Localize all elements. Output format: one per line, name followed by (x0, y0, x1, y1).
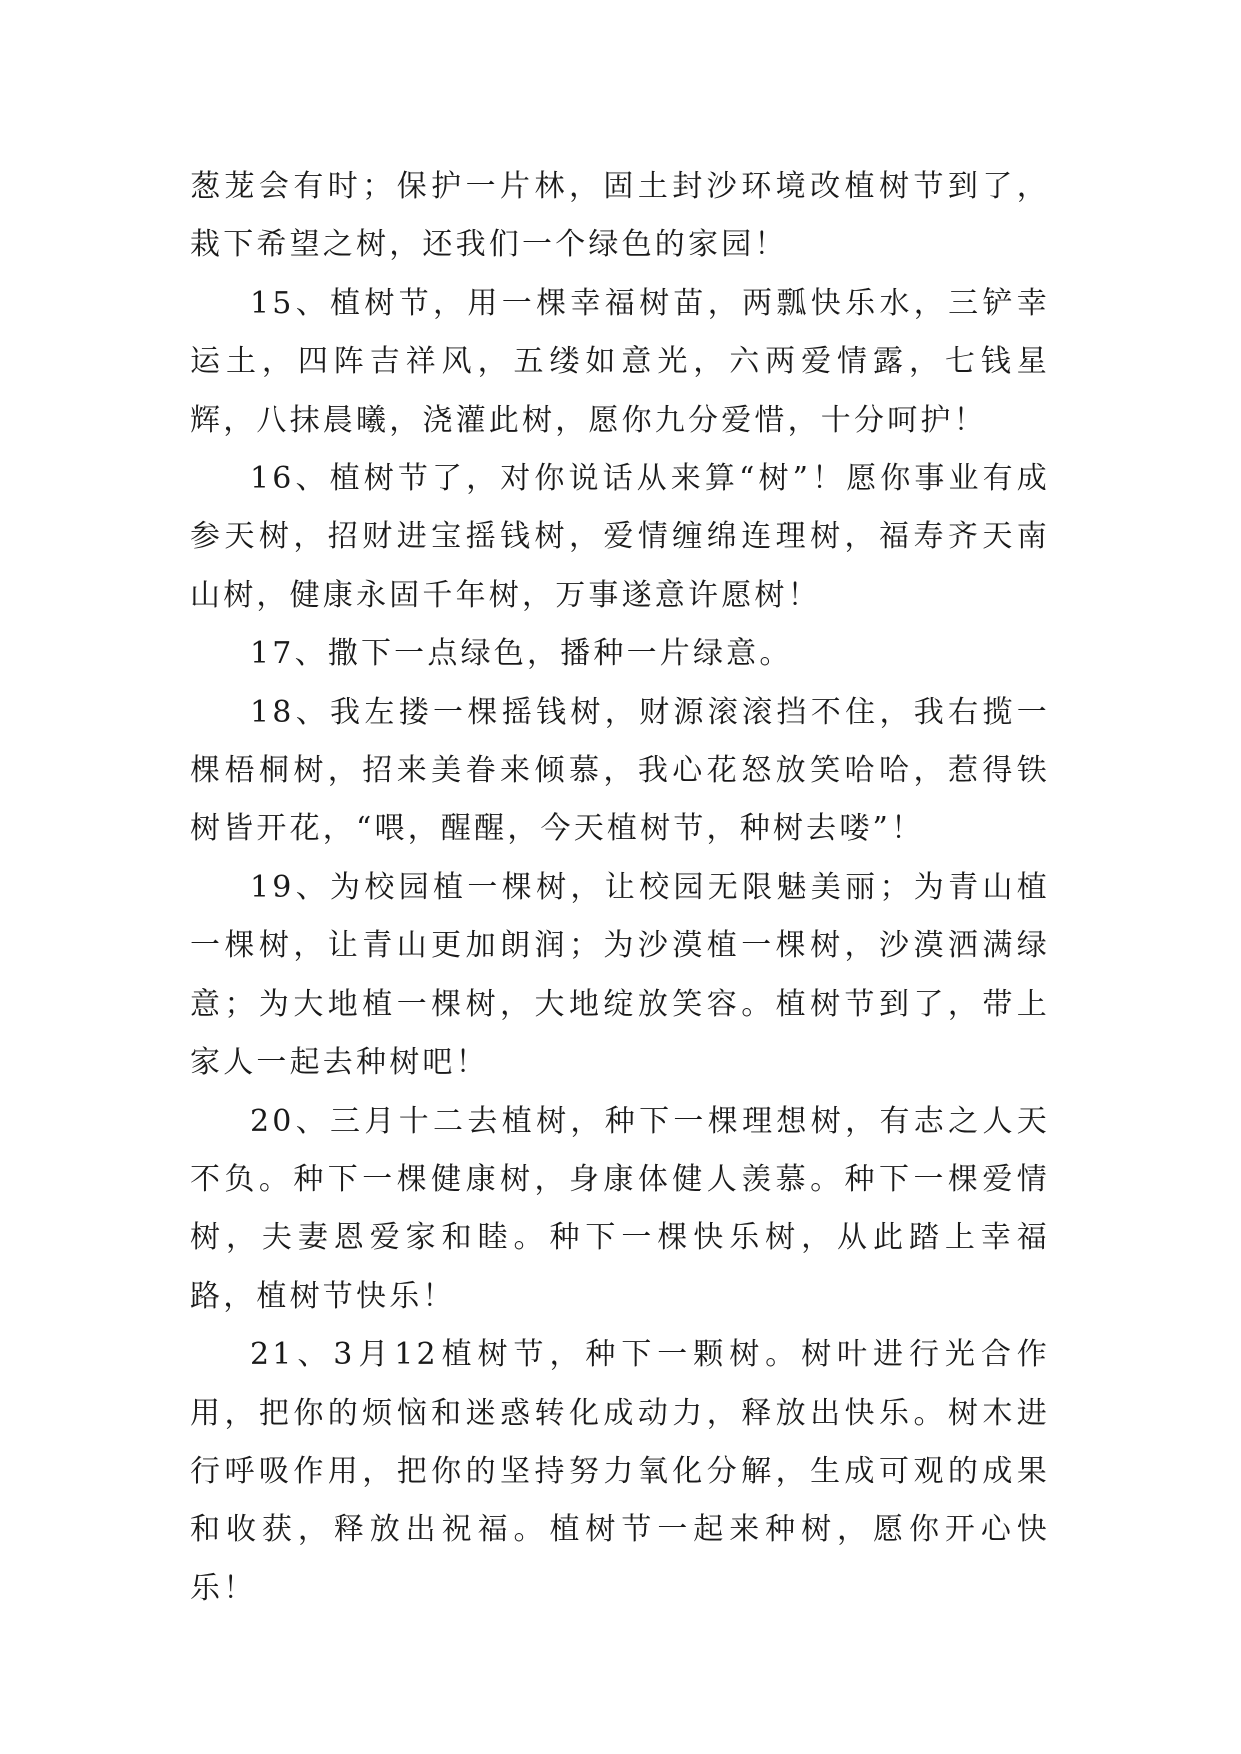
paragraph-20: 20、三月十二去植树，种下一棵理想树，有志之人天不负。种下一棵健康树，身康体健人羡慕。种下一棵爱情树，夫妻恩爱家和睦。种下一棵快乐树，从此踏上幸福路，植树节快乐！ (190, 1103, 1050, 1314)
paragraph-16: 16、植树节了，对你说话从来算“树”！愿你事业有成参天树，招财进宝摇钱树，爱情缠绵连理树，福寿齐天南山树，健康永固千年树，万事遂意许愿树！ (190, 461, 1050, 613)
paragraph-continued: 葱茏会有时；保护一片林，固土封沙环境改植树节到了，栽下希望之树，还我们一个绿色的家园！ (190, 169, 1050, 263)
paragraph-17: 17、撒下一点绿色，播种一片绿意。 (250, 636, 793, 672)
paragraph-15: 15、植树节，用一棵幸福树苗，两瓢快乐水，三铲幸运土，四阵吉祥风，五缕如意光，六两爱情露，七钱星辉，八抹晨曦，浇灌此树，愿你九分爱惜，十分呵护！ (190, 285, 1050, 438)
document-body (190, 158, 1050, 1618)
paragraph-18: 18、我左搂一棵摇钱树，财源滚滚挡不住，我右揽一棵梧桐树，招来美眷来倾慕，我心花怒放笑哈哈，惹得铁树皆开花，“喂，醒醒，今天植树节，种树去喽”！ (190, 694, 1050, 847)
paragraph-21: 21、3月12植树节，种下一颗树。树叶进行光合作用，把你的烦恼和迷惑转化成动力，释放出快乐。树木进行呼吸作用，把你的坚持努力氧化分解，生成可观的成果和收获，释放出祝福。植树节一起来种树，愿你开心快乐！ (190, 1337, 1050, 1606)
paragraph-19: 19、为校园植一棵树，让校园无限魅美丽；为青山植一棵树，让青山更加朗润；为沙漠植一棵树，沙漠洒满绿意；为大地植一棵树，大地绽放笑容。植树节到了，带上家人一起去种树吧！ (190, 869, 1050, 1081)
